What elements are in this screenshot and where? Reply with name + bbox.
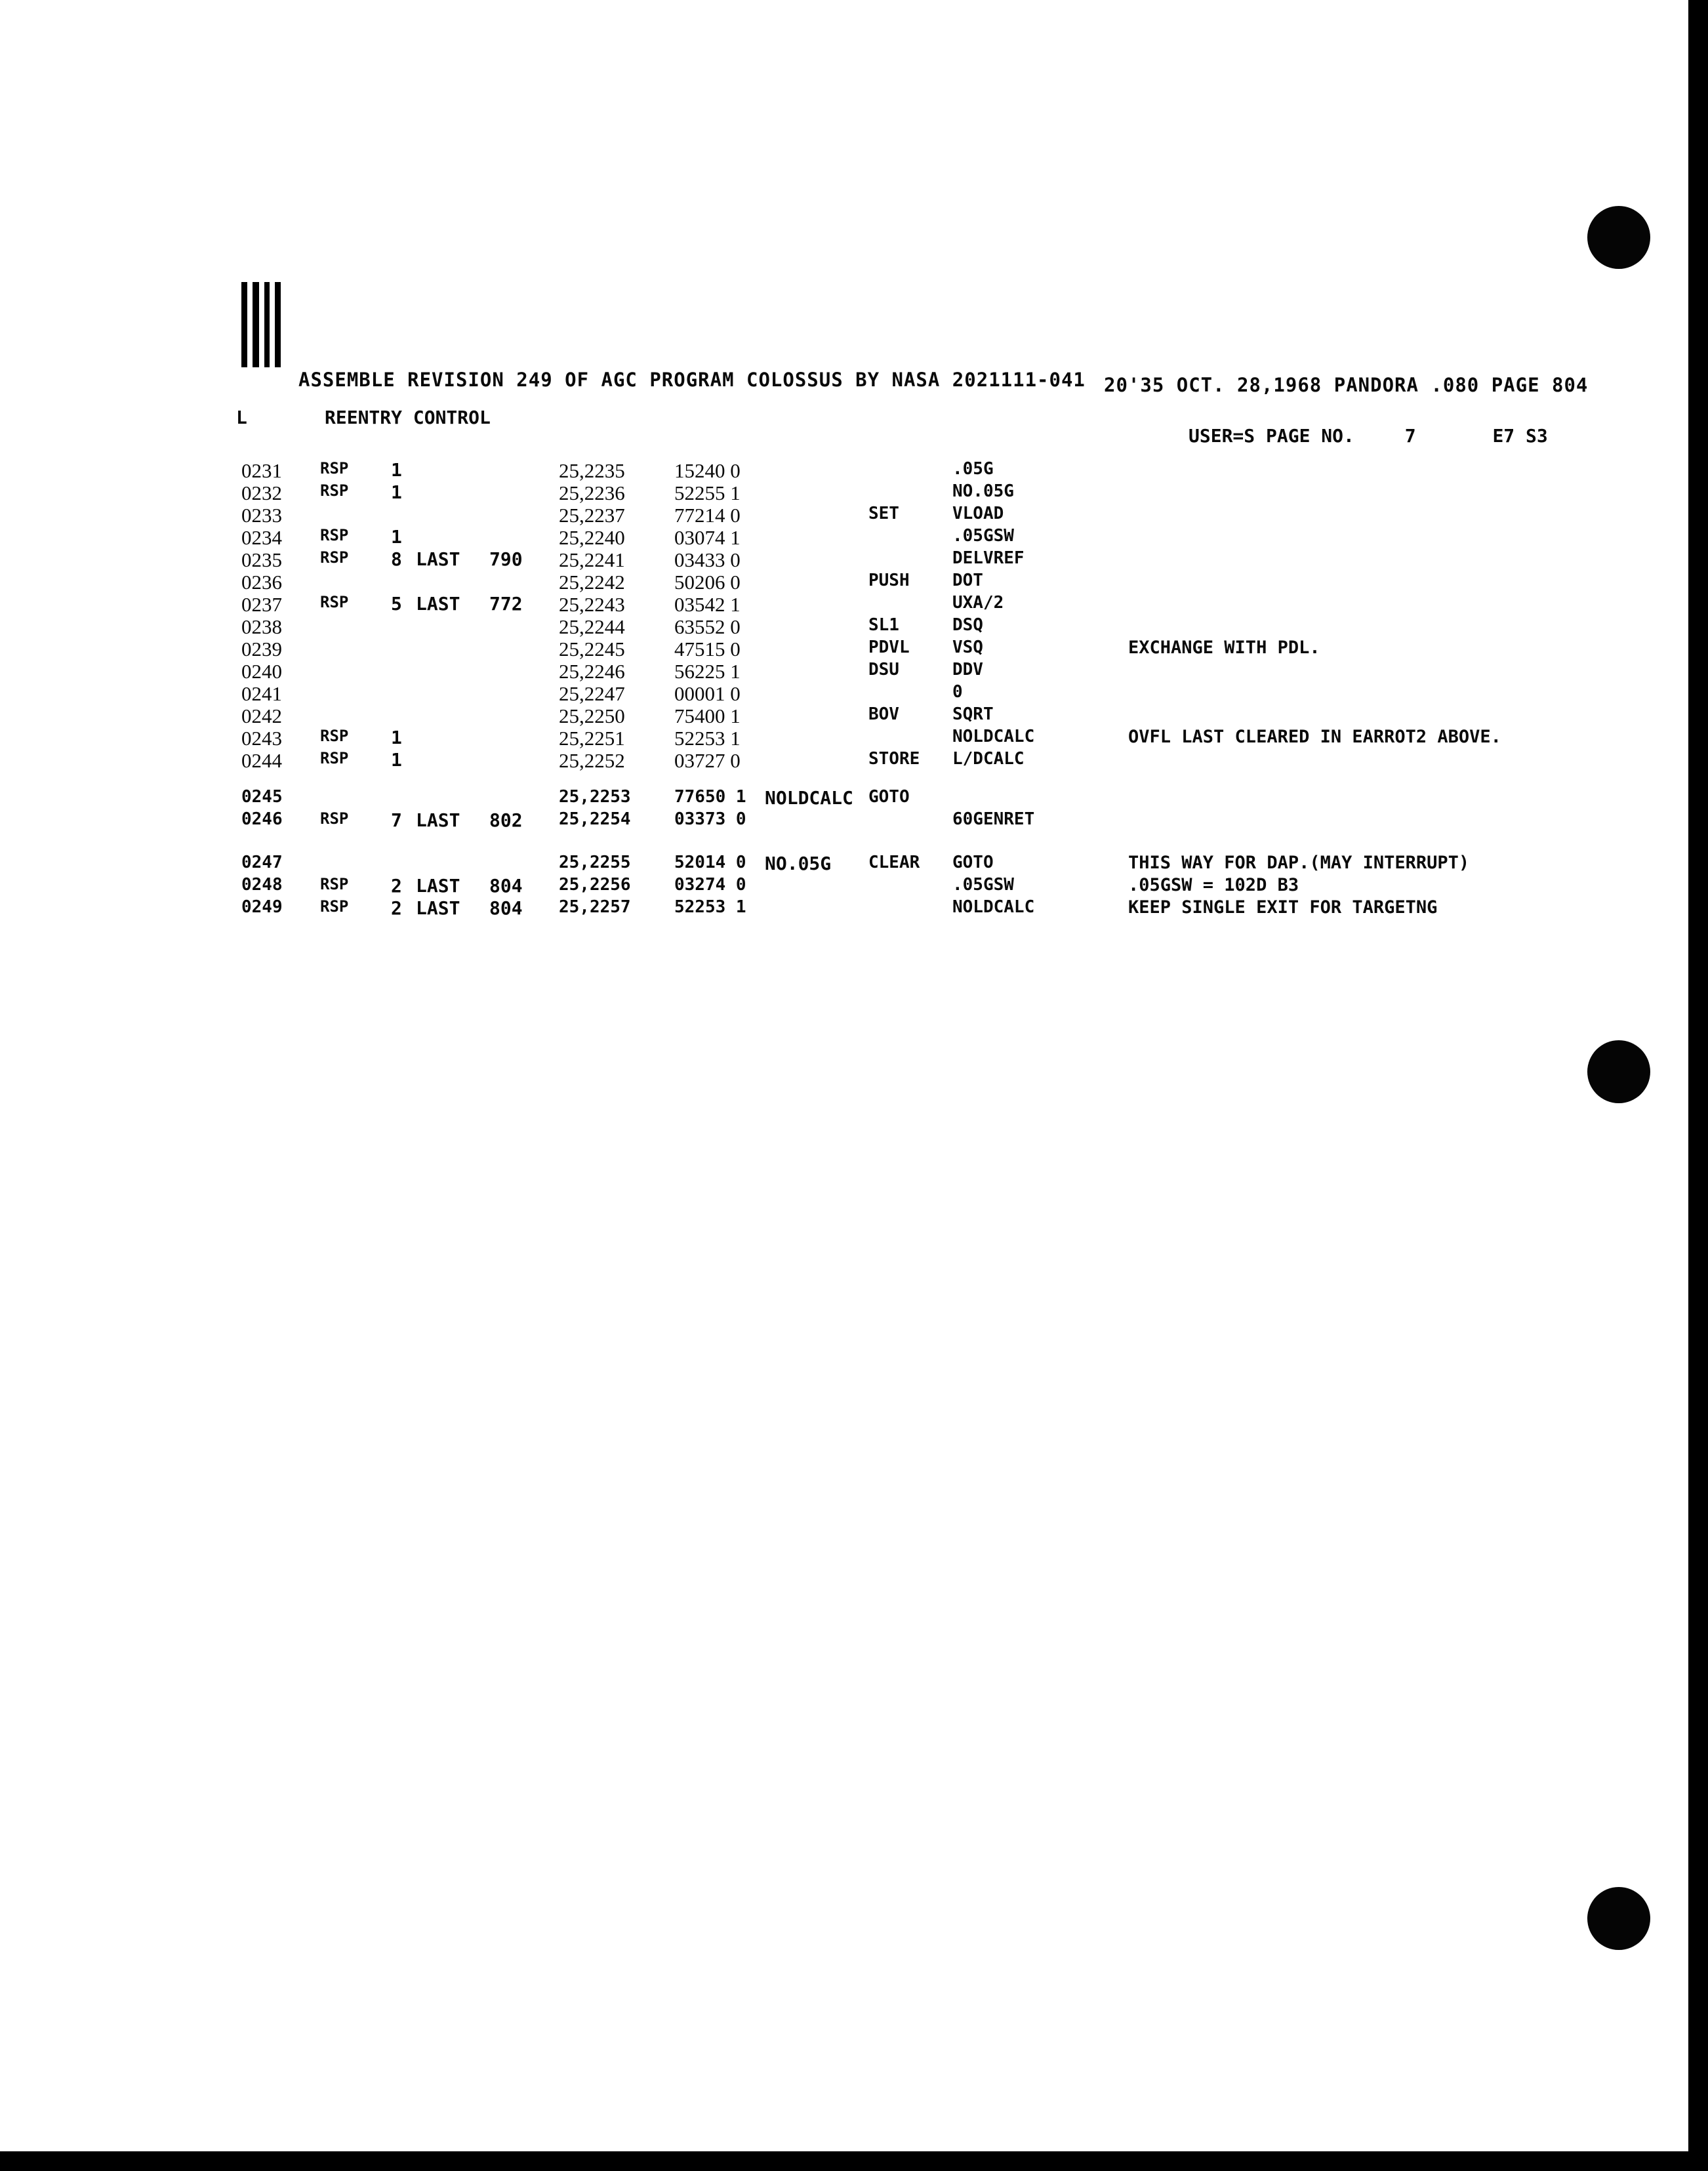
row-addr: 25,2254 [559, 809, 631, 829]
row-line: 0240 [241, 660, 282, 683]
row-cnt: 2 [391, 897, 402, 919]
user-page-code: E7 S3 [1492, 425, 1548, 447]
row-cnt: 1 [391, 459, 402, 481]
row-addr2: NOLDCALC [952, 897, 1035, 917]
row-line: 0235 [241, 548, 282, 571]
row-addr2: NO.05G [952, 481, 1014, 501]
row-line: 0241 [241, 682, 282, 705]
row-line: 0239 [241, 638, 282, 660]
row-addr2: 0 [952, 682, 963, 702]
row-last: LAST [416, 897, 460, 919]
row-word: 03074 1 [674, 526, 741, 549]
row-line: 0249 [241, 897, 283, 917]
row-addr: 25,2247 [559, 682, 625, 705]
row-cnt: 2 [391, 875, 402, 897]
row-last: LAST [416, 875, 460, 897]
row-addr2: L/DCALC [952, 749, 1025, 769]
row-addr2: .05G [952, 459, 994, 479]
row-op: PDVL [868, 638, 910, 657]
row-addr2: .05GSW [952, 875, 1014, 895]
row-rsp: RSP [320, 875, 349, 893]
row-cnt: 8 [391, 548, 402, 570]
print-date-page: 20'35 OCT. 28,1968 PANDORA .080 PAGE 804 [1104, 374, 1589, 396]
row-op: SET [868, 504, 899, 523]
row-op: SL1 [868, 615, 899, 635]
row-addr2: VLOAD [952, 504, 1004, 523]
row-lnum: 802 [489, 809, 523, 831]
row-addr: 25,2246 [559, 660, 625, 683]
row-addr: 25,2244 [559, 615, 625, 638]
row-addr2: 60GENRET [952, 809, 1035, 829]
row-addr: 25,2250 [559, 704, 625, 727]
row-addr2: VSQ [952, 638, 983, 657]
row-last: LAST [416, 548, 460, 570]
row-rsp: RSP [320, 459, 349, 477]
row-rsp: RSP [320, 727, 349, 745]
row-addr: 25,2243 [559, 593, 625, 616]
row-cmt: OVFL LAST CLEARED IN EARROT2 ABOVE. [1128, 727, 1501, 747]
row-line: 0247 [241, 853, 283, 872]
row-cnt: 1 [391, 526, 402, 548]
row-addr2: NOLDCALC [952, 727, 1035, 746]
row-cnt: 1 [391, 749, 402, 771]
row-addr2: GOTO [952, 853, 994, 872]
row-cnt: 1 [391, 727, 402, 748]
row-word: 52014 0 [674, 853, 746, 872]
row-line: 0243 [241, 727, 282, 750]
row-op: CLEAR [868, 853, 920, 872]
row-op: DSU [868, 660, 899, 680]
row-word: 63552 0 [674, 615, 741, 638]
row-line: 0238 [241, 615, 282, 638]
row-addr2: DSQ [952, 615, 983, 635]
section-heading [236, 407, 491, 428]
row-cmt: THIS WAY FOR DAP.(MAY INTERRUPT) [1128, 853, 1470, 873]
row-word: 00001 0 [674, 682, 741, 705]
row-word: 47515 0 [674, 638, 741, 660]
row-addr2: DELVREF [952, 548, 1025, 568]
row-line: 0245 [241, 787, 283, 807]
binder-hole-bottom [1587, 1887, 1650, 1950]
row-lnum: 804 [489, 897, 523, 919]
row-word: 50206 0 [674, 571, 741, 594]
listing-header [298, 369, 1593, 396]
user-page-info [1189, 425, 1548, 447]
row-rsp: RSP [320, 481, 349, 500]
row-last: LAST [416, 809, 460, 831]
row-word: 52253 1 [674, 727, 741, 750]
row-addr2: DOT [952, 571, 983, 590]
row-rsp: RSP [320, 548, 349, 567]
row-line: 0246 [241, 809, 283, 829]
row-label: NO.05G [765, 853, 832, 874]
row-line: 0237 [241, 593, 282, 616]
row-cmt: KEEP SINGLE EXIT FOR TARGETNG [1128, 897, 1438, 918]
row-word: 15240 0 [674, 459, 741, 482]
row-word: 03542 1 [674, 593, 741, 616]
row-addr: 25,2251 [559, 727, 625, 750]
row-rsp: RSP [320, 809, 349, 828]
row-rsp: RSP [320, 749, 349, 767]
row-word: 03373 0 [674, 809, 746, 829]
section-marker: L [236, 407, 247, 428]
row-line: 0231 [241, 459, 282, 482]
row-op: BOV [868, 704, 899, 724]
binder-hole-top [1587, 206, 1650, 269]
row-op: STORE [868, 749, 920, 769]
row-word: 75400 1 [674, 704, 741, 727]
row-addr: 25,2252 [559, 749, 625, 772]
row-line: 0232 [241, 481, 282, 504]
row-addr: 25,2257 [559, 897, 631, 917]
row-line: 0248 [241, 875, 283, 895]
row-cmt: EXCHANGE WITH PDL. [1128, 638, 1320, 658]
row-cnt: 5 [391, 593, 402, 615]
row-label: NOLDCALC [765, 787, 853, 809]
printer-marks [241, 282, 281, 367]
row-rsp: RSP [320, 897, 349, 916]
row-cnt: 7 [391, 809, 402, 831]
row-rsp: RSP [320, 593, 349, 611]
row-word: 03274 0 [674, 875, 746, 895]
row-word: 03433 0 [674, 548, 741, 571]
row-word: 52253 1 [674, 897, 746, 917]
row-line: 0242 [241, 704, 282, 727]
row-op: PUSH [868, 571, 910, 590]
row-line: 0234 [241, 526, 282, 549]
row-word: 03727 0 [674, 749, 741, 772]
row-cnt: 1 [391, 481, 402, 503]
row-addr2: .05GSW [952, 526, 1014, 546]
row-word: 52255 1 [674, 481, 741, 504]
row-addr: 25,2255 [559, 853, 631, 872]
row-addr: 25,2240 [559, 526, 625, 549]
row-lnum: 804 [489, 875, 523, 897]
row-lnum: 772 [489, 593, 523, 615]
assembly-title: ASSEMBLE REVISION 249 OF AGC PROGRAM COLOSSUS BY NASA 2021111-041 [298, 369, 1086, 391]
row-last: LAST [416, 593, 460, 615]
row-cmt: .05GSW = 102D B3 [1128, 875, 1299, 895]
row-addr: 25,2256 [559, 875, 631, 895]
row-addr: 25,2241 [559, 548, 625, 571]
row-addr2: DDV [952, 660, 983, 680]
binder-hole-middle [1587, 1040, 1650, 1103]
row-word: 56225 1 [674, 660, 741, 683]
row-word: 77650 1 [674, 787, 746, 807]
row-addr: 25,2242 [559, 571, 625, 594]
user-page-number: 7 [1404, 425, 1416, 447]
row-addr2: SQRT [952, 704, 994, 724]
row-op: GOTO [868, 787, 910, 807]
row-addr: 25,2253 [559, 787, 631, 807]
row-addr: 25,2245 [559, 638, 625, 660]
row-addr: 25,2235 [559, 459, 625, 482]
row-line: 0233 [241, 504, 282, 527]
row-line: 0236 [241, 571, 282, 594]
row-addr: 25,2237 [559, 504, 625, 527]
row-rsp: RSP [320, 526, 349, 544]
section-title: REENTRY CONTROL [325, 407, 491, 428]
row-addr: 25,2236 [559, 481, 625, 504]
user-page-label: USER=S PAGE NO. [1189, 425, 1354, 447]
row-word: 77214 0 [674, 504, 741, 527]
row-lnum: 790 [489, 548, 523, 570]
row-line: 0244 [241, 749, 282, 772]
row-addr2: UXA/2 [952, 593, 1004, 613]
